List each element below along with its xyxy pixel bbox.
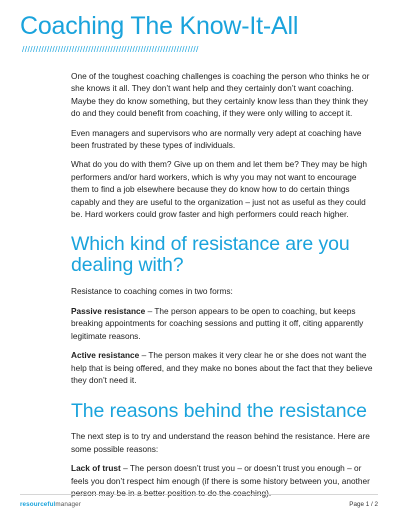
passive-resistance-text: – The person appears to be open to coaching, but keeps breaking appointments for coaching sessions and putting it off, citing apparently legitimate reasons. xyxy=(71,305,364,341)
logo-part-manager: manager xyxy=(55,500,81,508)
page-number: Page 1 / 2 xyxy=(349,500,378,508)
section-heading-resistance-reasons: The reasons behind the resistance xyxy=(71,400,367,423)
document-title: Coaching The Know-It-All xyxy=(20,12,299,40)
intro-paragraph: Even managers and supervisors who are normally very adept at coaching have been frustrated by these types of individuals. xyxy=(71,127,362,151)
page-footer xyxy=(20,494,378,510)
active-resistance-paragraph xyxy=(71,349,376,386)
intro-paragraph: One of the toughest coaching challenges is coaching the person who thinks he or she knows it all. They don’t want help and they certainly don’t want coaching. Maybe they do know something, but they certainly know less than they think they do and they could benefit from coaching, if they were only willing to accept it. xyxy=(71,71,370,119)
intro-paragraph: What do you do with them? Give up on them and let them be? They may be high performers and/or hard workers, which is why you may not want to encourage them to find a job elsewhere because they do know how to do certain things capably and they are useful to the organization – just not as useful as they could be. Hard workers could grow faster and high performers could reach higher. xyxy=(71,159,367,220)
document-body xyxy=(71,70,376,506)
passive-resistance-term: Passive resistance xyxy=(71,305,146,316)
lack-of-trust-text: – The person doesn’t trust you – or doesn’t trust you enough – or feels you don’t respect him enough (if there is some history between you, another person may be in a better position to do the coaching). xyxy=(71,463,370,498)
section-heading-resistance-kinds: Which kind of resistance are you dealing with? xyxy=(71,233,350,277)
active-resistance-term: Active resistance xyxy=(71,350,140,361)
passive-resistance-paragraph xyxy=(71,305,376,342)
logo-part-resourceful: resourceful xyxy=(20,500,56,508)
brand-logo xyxy=(20,501,81,508)
section-lead: The next step is to try and understand the reason behind the resistance. Here are some possible reasons: xyxy=(71,431,370,454)
lack-of-trust-term: Lack of trust xyxy=(71,463,121,474)
active-resistance-text: – The person makes it very clear he or she does not want the help that is being offered, and they make no bones about the fact that they believe they don’t need it. xyxy=(71,350,373,385)
title-underline-rule: //////////////////////////////////////////////////////////////// xyxy=(22,44,199,54)
section-lead: Resistance to coaching comes in two forms: xyxy=(71,286,233,297)
